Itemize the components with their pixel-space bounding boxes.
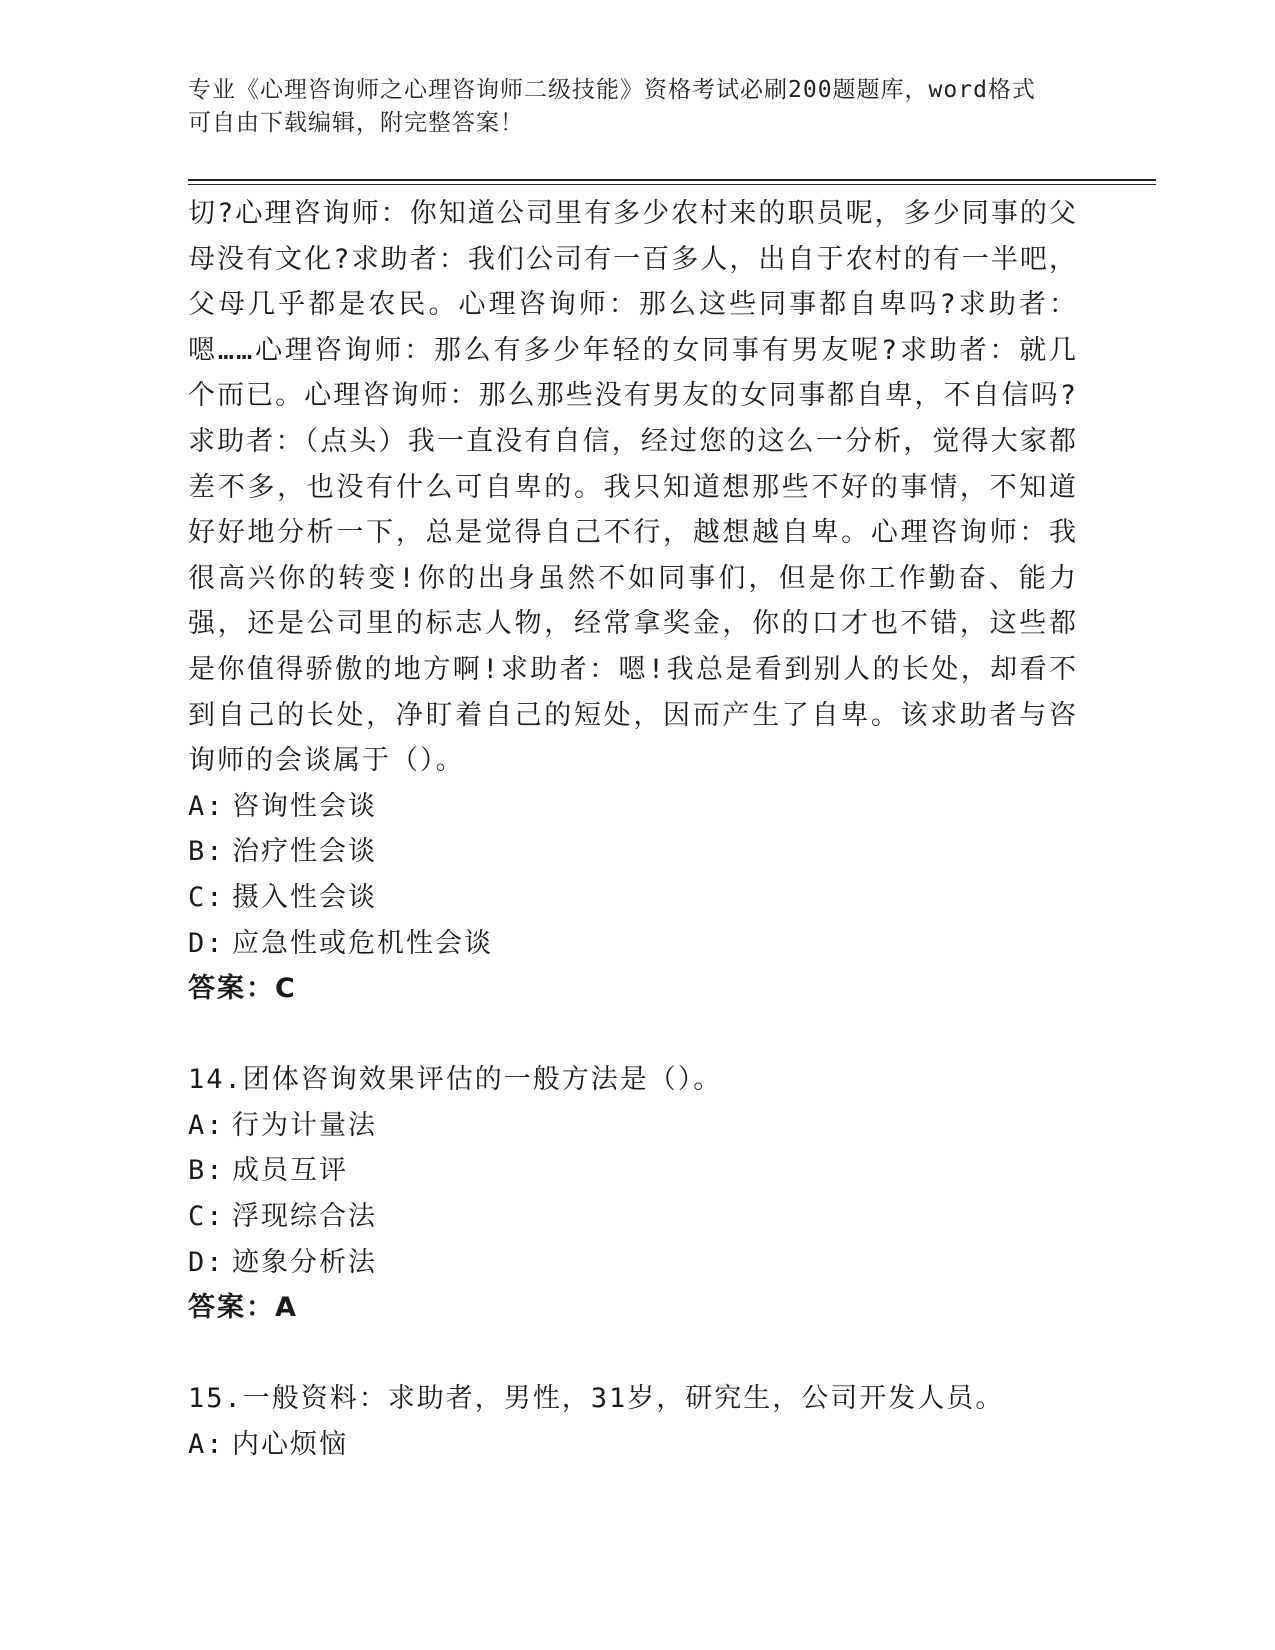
option-key: B: <box>188 1155 225 1187</box>
question-15 <box>188 1376 1078 1467</box>
question-title: 14.团体咨询效果评估的一般方法是（）。 <box>188 1064 723 1096</box>
option-text: 治疗性会谈 <box>232 836 377 868</box>
option-key: A: <box>188 1429 225 1461</box>
page-header <box>188 74 1068 140</box>
question-14 <box>188 1057 1078 1331</box>
option-b <box>188 1148 1078 1194</box>
answer-line: 答案：A <box>188 1292 298 1324</box>
question-stem: 切?心理咨询师：你知道公司里有多少农村来的职员呢，多少同事的父母没有文化?求助者：我们公司有一百多人，出自于农村的有一半吧，父母几乎都是农民。心理咨询师：那么这些同事都自卑吗?求助者：嗯……心理咨询师：那么有多少年轻的女同事有男友呢?求助者：就几个而已。心理咨询师：那么那些没有男友的女同事都自卑，不自信吗?求助者：（点头）我一直没有自信，经过您的这么一分析，觉得大家都差不多，也没有什么可自卑的。我只知道想那些不好的事情，不知道好好地分析一下，总是觉得自己不行，越想越自卑。心理咨询师：我很高兴你的转变!你的出身虽然不如同事们，但是你工作勤奋、能力强，还是公司里的标志人物，经常拿奖金，你的口才也不错，这些都是你值得骄傲的地方啊!求助者：嗯!我总是看到别人的长处，却看不到自己的长处，净盯着自己的短处，因而产生了自卑。该求助者与咨询师的会谈属于（）。 <box>188 198 1078 777</box>
option-text: 行为计量法 <box>232 1109 377 1141</box>
option-c <box>188 875 1078 921</box>
header-divider-thin <box>188 184 1156 185</box>
header-title-line-1: 专业《心理咨询师之心理咨询师二级技能》资格考试必刷200题题库，word格式 <box>188 77 1036 103</box>
option-c <box>188 1194 1078 1240</box>
question-title: 15.一般资料：求助者，男性，31岁，研究生，公司开发人员。 <box>188 1383 1005 1415</box>
option-key: A: <box>188 1109 225 1141</box>
option-key: A: <box>188 790 225 822</box>
option-text: 内心烦恼 <box>232 1429 348 1461</box>
option-text: 迹象分析法 <box>232 1246 377 1278</box>
option-text: 应急性或危机性会谈 <box>232 927 493 959</box>
option-d <box>188 1240 1078 1286</box>
option-text: 浮现综合法 <box>232 1201 377 1233</box>
option-key: C: <box>188 1201 225 1233</box>
option-d <box>188 921 1078 967</box>
option-key: D: <box>188 1246 225 1278</box>
option-text: 咨询性会谈 <box>232 790 377 822</box>
question-13 <box>188 191 1078 1012</box>
header-title-line-2: 可自由下载编辑，附完整答案！ <box>188 110 524 136</box>
option-text: 成员互评 <box>232 1155 348 1187</box>
option-key: C: <box>188 881 225 913</box>
spacer <box>188 1331 1078 1377</box>
spacer <box>188 1012 1078 1058</box>
answer-line: 答案：C <box>188 973 297 1005</box>
option-text: 摄入性会谈 <box>232 881 377 913</box>
option-a <box>188 1422 1078 1468</box>
option-b <box>188 829 1078 875</box>
option-key: D: <box>188 927 225 959</box>
option-key: B: <box>188 836 225 868</box>
option-a <box>188 1103 1078 1149</box>
header-divider <box>188 179 1156 181</box>
option-a <box>188 784 1078 830</box>
document-body <box>188 191 1078 1468</box>
